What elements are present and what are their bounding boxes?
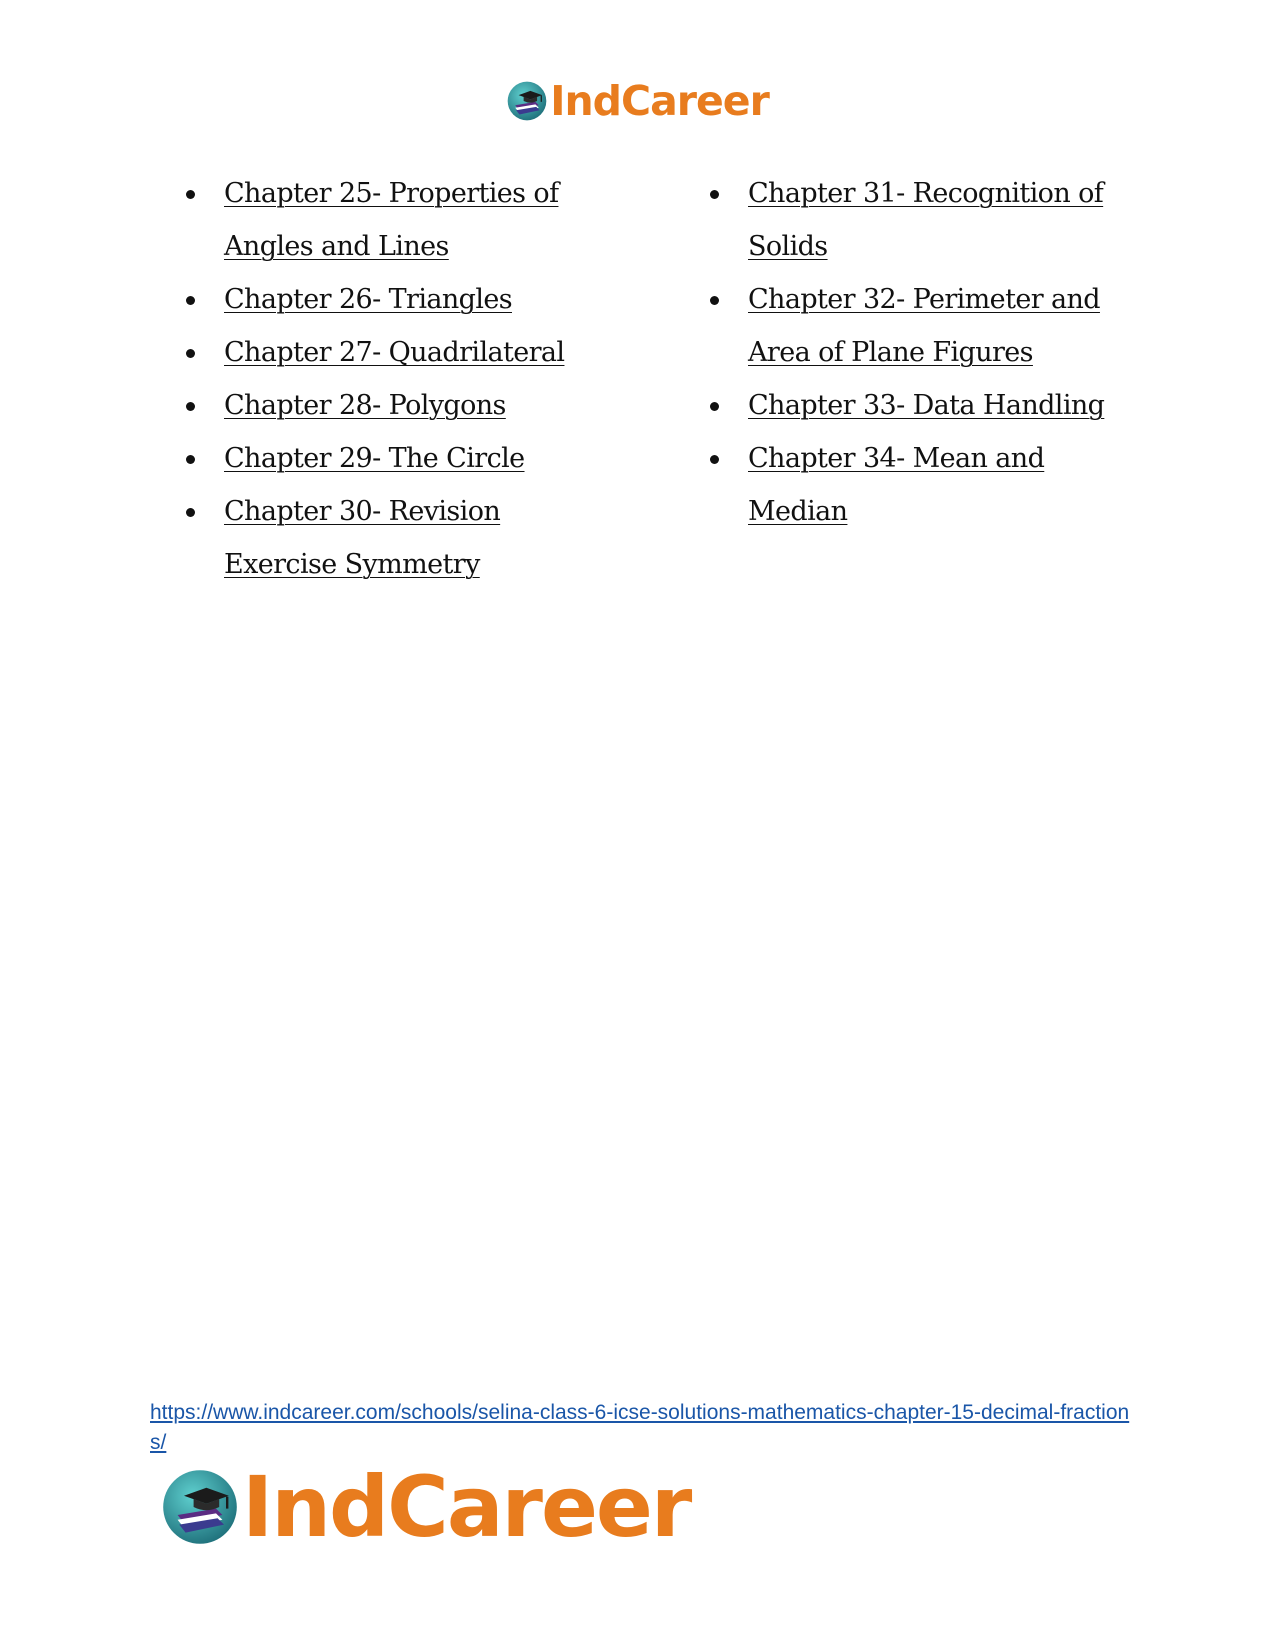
chapter-link[interactable]: Chapter 28- Polygons (224, 390, 506, 421)
chapter-link[interactable]: Chapter 26- Triangles (224, 284, 512, 315)
chapter-link[interactable]: Chapter 32- Perimeter and Area of Plane Figures (748, 284, 1100, 368)
list-item (186, 432, 586, 485)
bullet-icon (186, 402, 195, 411)
footer-url-link[interactable]: https://www.indcareer.com/schools/selina-class-6-icse-solutions-mathematics-chapter-15-decimal-fractions/ (150, 1401, 1130, 1454)
logo-text: IndCareer (242, 1458, 691, 1556)
chapter-link[interactable]: Chapter 27- Quadrilateral (224, 337, 565, 368)
list-item (186, 167, 586, 273)
bullet-icon (710, 296, 719, 305)
bullet-icon (186, 508, 195, 517)
chapter-link[interactable]: Chapter 33- Data Handling (748, 390, 1105, 421)
chapter-link[interactable]: Chapter 34- Mean and Median (748, 443, 1045, 527)
graduation-cap-books-icon (506, 80, 548, 122)
list-item (710, 432, 1130, 538)
indcareer-logo (506, 78, 769, 124)
list-item (186, 273, 586, 326)
list-item (710, 273, 1130, 379)
bullet-icon (710, 455, 719, 464)
chapter-link[interactable]: Chapter 29- The Circle (224, 443, 525, 474)
chapter-list-left (186, 167, 586, 591)
bullet-icon (186, 296, 195, 305)
chapter-list-right (710, 167, 1130, 538)
bullet-icon (710, 190, 719, 199)
bullet-icon (186, 455, 195, 464)
chapter-link[interactable]: Chapter 31- Recognition of Solids (748, 178, 1104, 262)
indcareer-logo (160, 1458, 691, 1556)
chapter-link[interactable]: Chapter 25- Properties of Angles and Lines (224, 178, 559, 262)
list-item (710, 167, 1130, 273)
footer-logo (160, 1458, 691, 1556)
list-item (186, 326, 586, 379)
graduation-cap-books-icon (160, 1467, 240, 1547)
chapter-link[interactable]: Chapter 30- Revision Exercise Symmetry (224, 496, 501, 580)
bullet-icon (710, 402, 719, 411)
list-item (710, 379, 1130, 432)
list-item (186, 485, 586, 591)
bullet-icon (186, 349, 195, 358)
bullet-icon (186, 190, 195, 199)
list-item (186, 379, 586, 432)
logo-text: IndCareer (550, 77, 769, 125)
header-logo (0, 78, 1275, 124)
